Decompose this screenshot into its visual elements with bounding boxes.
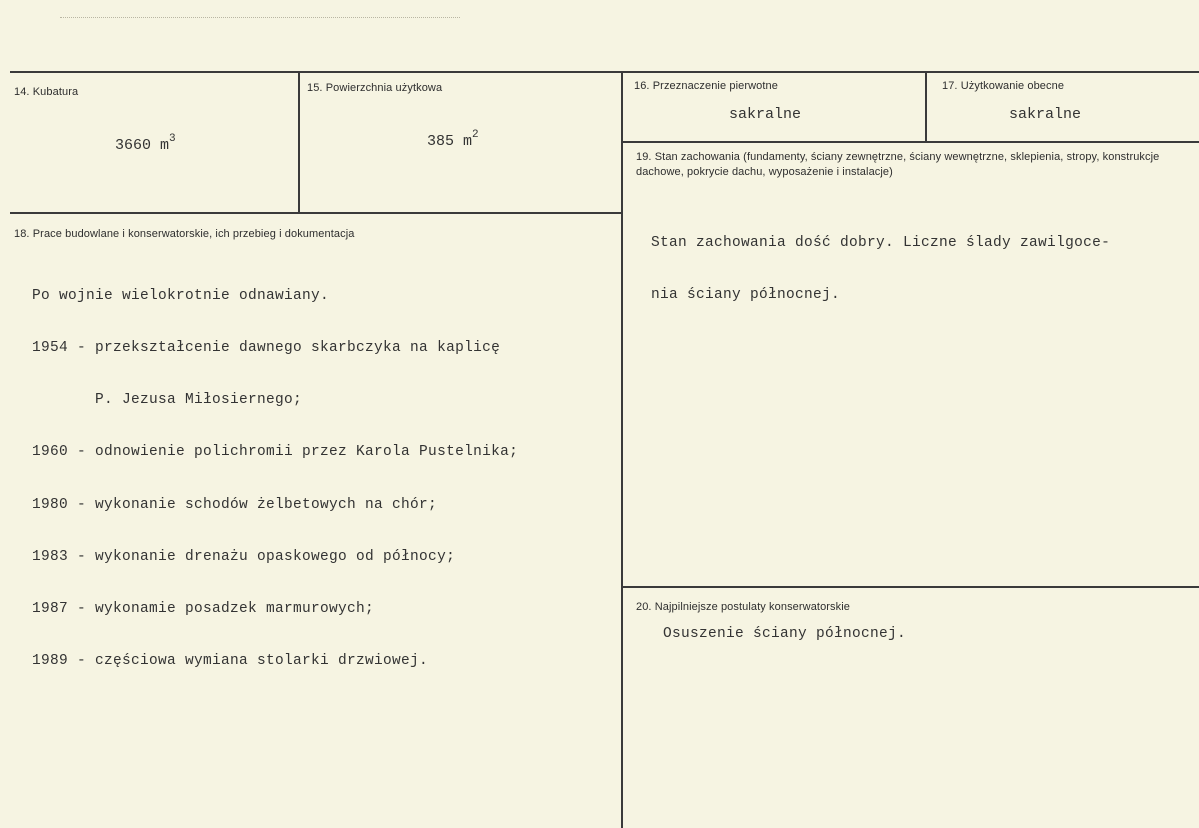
kubatura-exponent: 3 [169, 133, 176, 145]
uzytkowanie-value: sakralne [1009, 106, 1082, 123]
top-rule [10, 71, 1199, 73]
powierzchnia-label: 15. Powierzchnia użytkowa [307, 82, 443, 94]
prace-line: 1960 - odnowienie polichromii przez Karola Pustelnika; [32, 444, 519, 461]
prace-label: 18. Prace budowlane i konserwatorskie, ich przebieg i dokumentacja [14, 228, 355, 240]
postulaty-label: 20. Najpilniejsze postulaty konserwatorskie [636, 601, 851, 613]
stan-line: Stan zachowania dość dobry. Liczne ślady zawilgoce- [651, 234, 1111, 251]
prace-line: 1954 - przekształcenie dawnego skarbczyka na kaplicę [32, 340, 501, 357]
powierzchnia-exponent: 2 [472, 129, 479, 141]
divider-left-right [621, 71, 623, 828]
uzytkowanie-label: 17. Użytkowanie obecne [942, 80, 1065, 92]
prace-notes [32, 253, 518, 688]
kubatura-label: 14. Kubatura [14, 86, 79, 98]
stan-label: 19. Stan zachowania (fundamenty, ściany zewnętrzne, ściany wewnętrzne, sklepienia, stropy, konstrukcje dachowe, pokrycie dachu, wyposażenie i instalacje) [636, 151, 1160, 178]
postulaty-value: Osuszenie ściany północnej. [663, 626, 907, 642]
top-dotted-rule [60, 17, 460, 19]
kubatura-value: 3660 $m^3$ [115, 133, 176, 154]
przeznaczenie-value: sakralne [729, 106, 802, 123]
prace-line: 1983 - wykonanie drenażu opaskowego od północy; [32, 548, 456, 565]
divider-16-17 [925, 71, 927, 142]
divider-14-15 [298, 71, 300, 214]
rule-under-14-15 [10, 212, 623, 214]
rule-under-16-17 [623, 141, 1199, 143]
stan-notes [651, 200, 1110, 322]
prace-line: 1987 - wykonamie posadzek marmurowych; [32, 601, 375, 618]
przeznaczenie-label: 16. Przeznaczenie pierwotne [634, 80, 778, 92]
rule-above-20 [623, 586, 1199, 588]
prace-line: 1980 - wykonanie schodów żelbetowych na chór; [32, 496, 438, 513]
powierzchnia-value: 385 $m^2$ [427, 129, 479, 150]
prace-line: Po wojnie wielokrotnie odnawiany. [32, 287, 330, 304]
prace-line: P. Jezusa Miłosiernego; [32, 392, 303, 409]
stan-line: nia ściany północnej. [651, 287, 841, 304]
prace-line: 1989 - częściowa wymiana stolarki drzwiowej. [32, 653, 429, 670]
